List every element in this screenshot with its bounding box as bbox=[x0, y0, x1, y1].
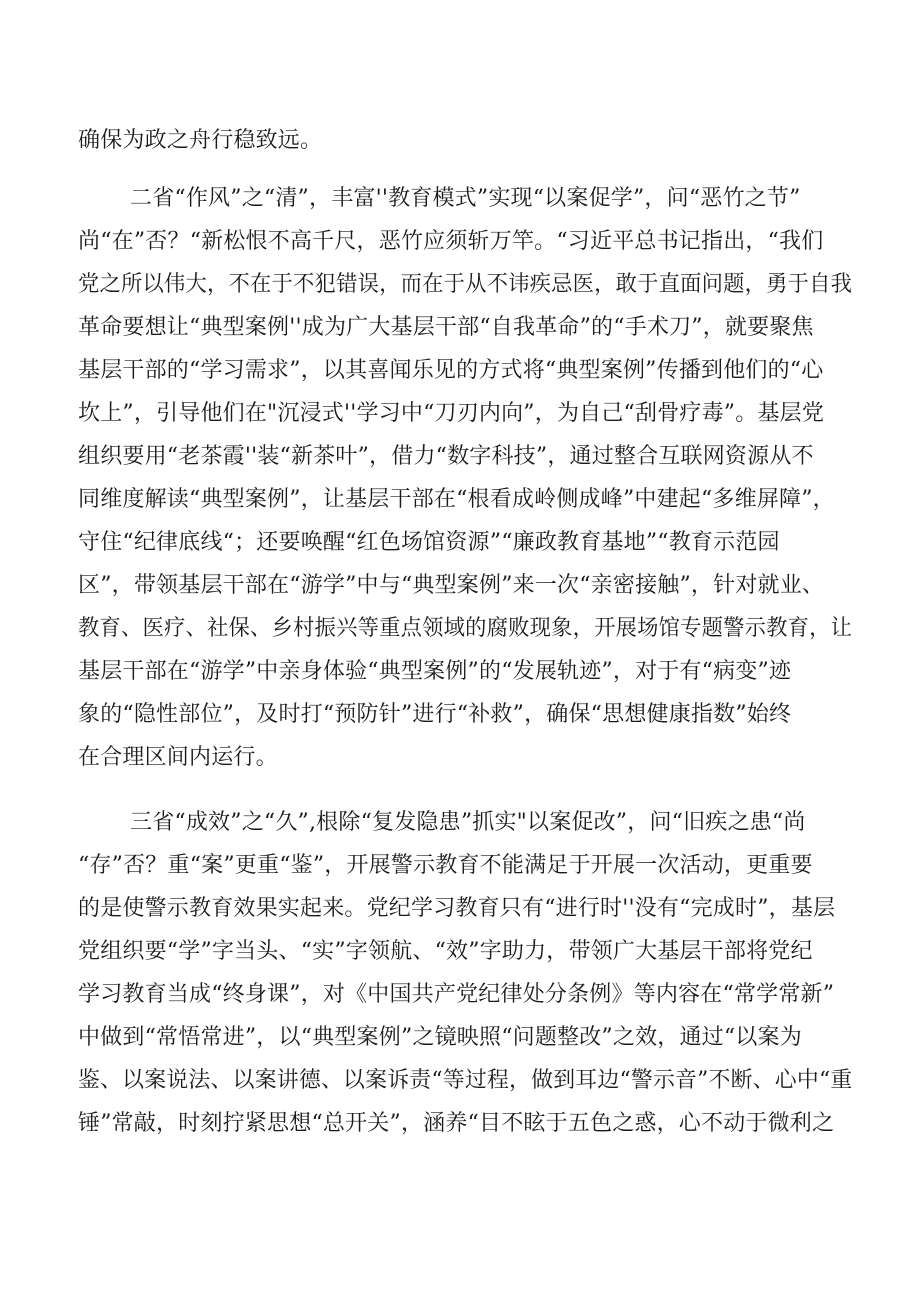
paragraph-3-line-8: 锤”常敲，时刻拧紧思想“总开关”，涵养“目不眩于五色之惑，心不动于微利之 bbox=[78, 1111, 835, 1136]
paragraph-2-line-9: 守住“纪律底线“；还要唤醒“红色场馆资源”“廉政教育基地”“教育示范园 bbox=[78, 530, 780, 555]
paragraph-3-line-1: 三省“成效”之“久”,根除“复发隐患”抓实"以案促改”，问“旧疾之患“尚 bbox=[130, 810, 806, 835]
paragraph-2-line-1: 二省“作风”之“清”，丰富''教育模式”实现“以案促学”，问“恶竹之节” bbox=[130, 186, 801, 211]
paragraph-2-line-7: 组织要用“老茶霞''装“新茶叶”，借力“数字科技”，通过整合互联网资源从不 bbox=[78, 444, 814, 469]
paragraph-2-line-3: 党之所以伟大，不在于不犯错误，而在于从不讳疾忌医，敢于直面问题，勇于自我 bbox=[78, 272, 853, 297]
paragraph-2-line-2: 尚“在”否？“新松恨不高千尺，恶竹应须斩万竿。“习近平总书记指出，“我们 bbox=[78, 229, 824, 254]
paragraph-2-line-6: 坎上”，引导他们在"沉浸式''学习中“刀刃内向”，为自己“刮骨疗毒”。基层党 bbox=[78, 401, 825, 426]
paragraph-3-line-2: “存”否？重“案”更重“鉴”，开展警示教育不能满足于开展一次活动，更重要 bbox=[78, 853, 813, 878]
paragraph-3-line-7: 鉴、以案说法、以案讲德、以案诉责“等过程，做到耳边“警示音”不断、心中“重 bbox=[78, 1068, 853, 1093]
paragraph-2-line-12: 基层干部在“游学”中亲身体验“典型案例”的“发展轨迹”，对于有“病变”迹 bbox=[78, 659, 792, 684]
paragraph-2-line-13: 象的“隐性部位”，及时打“预防针”进行“补救”，确保“思想健康指数”始终 bbox=[78, 702, 792, 727]
paragraph-1-line-1: 确保为政之舟行稳致远。 bbox=[78, 128, 323, 153]
paragraph-2-line-4: 革命要想让“典型案例''成为广大基层干部“自我革命”的“手术刀”，就要聚焦 bbox=[78, 315, 814, 340]
paragraph-3-line-4: 党组织要“学”字当头、“实”字领航、“效”字助力，带领广大基层干部将党纪 bbox=[78, 939, 813, 964]
paragraph-3-line-5: 学习教育当成“终身课”，对《中国共产党纪律处分条例》等内容在“常学常新” bbox=[78, 982, 835, 1007]
paragraph-2-line-5: 基层干部的“学习需求”，以其喜闻乐见的方式将“典型案例”传播到他们的“心 bbox=[78, 358, 824, 383]
paragraph-2-line-10: 区”，带领基层干部在“游学”中与“典型案例”来一次“亲密接触”，针对就业、 bbox=[78, 573, 825, 598]
paragraph-2-line-14: 在合理区间内运行。 bbox=[78, 745, 278, 770]
paragraph-3-line-6: 中做到“常悟常进”，以“典型案例”之镜映照“问题整改”之效，通过“以案为 bbox=[78, 1025, 802, 1050]
paragraph-2-line-8: 同维度解读“典型案例”，让基层干部在“根看成岭侧成峰”中建起“多维屏障”， bbox=[78, 487, 835, 512]
paragraph-2-line-11: 教育、医疗、社保、乡村振兴等重点领域的腐败现象，开展场馆专题警示教育，让 bbox=[78, 616, 853, 641]
paragraph-3-line-3: 的是使警示教育效果实起来。党纪学习教育只有“进行时''没有“完成时”，基层 bbox=[78, 896, 836, 921]
